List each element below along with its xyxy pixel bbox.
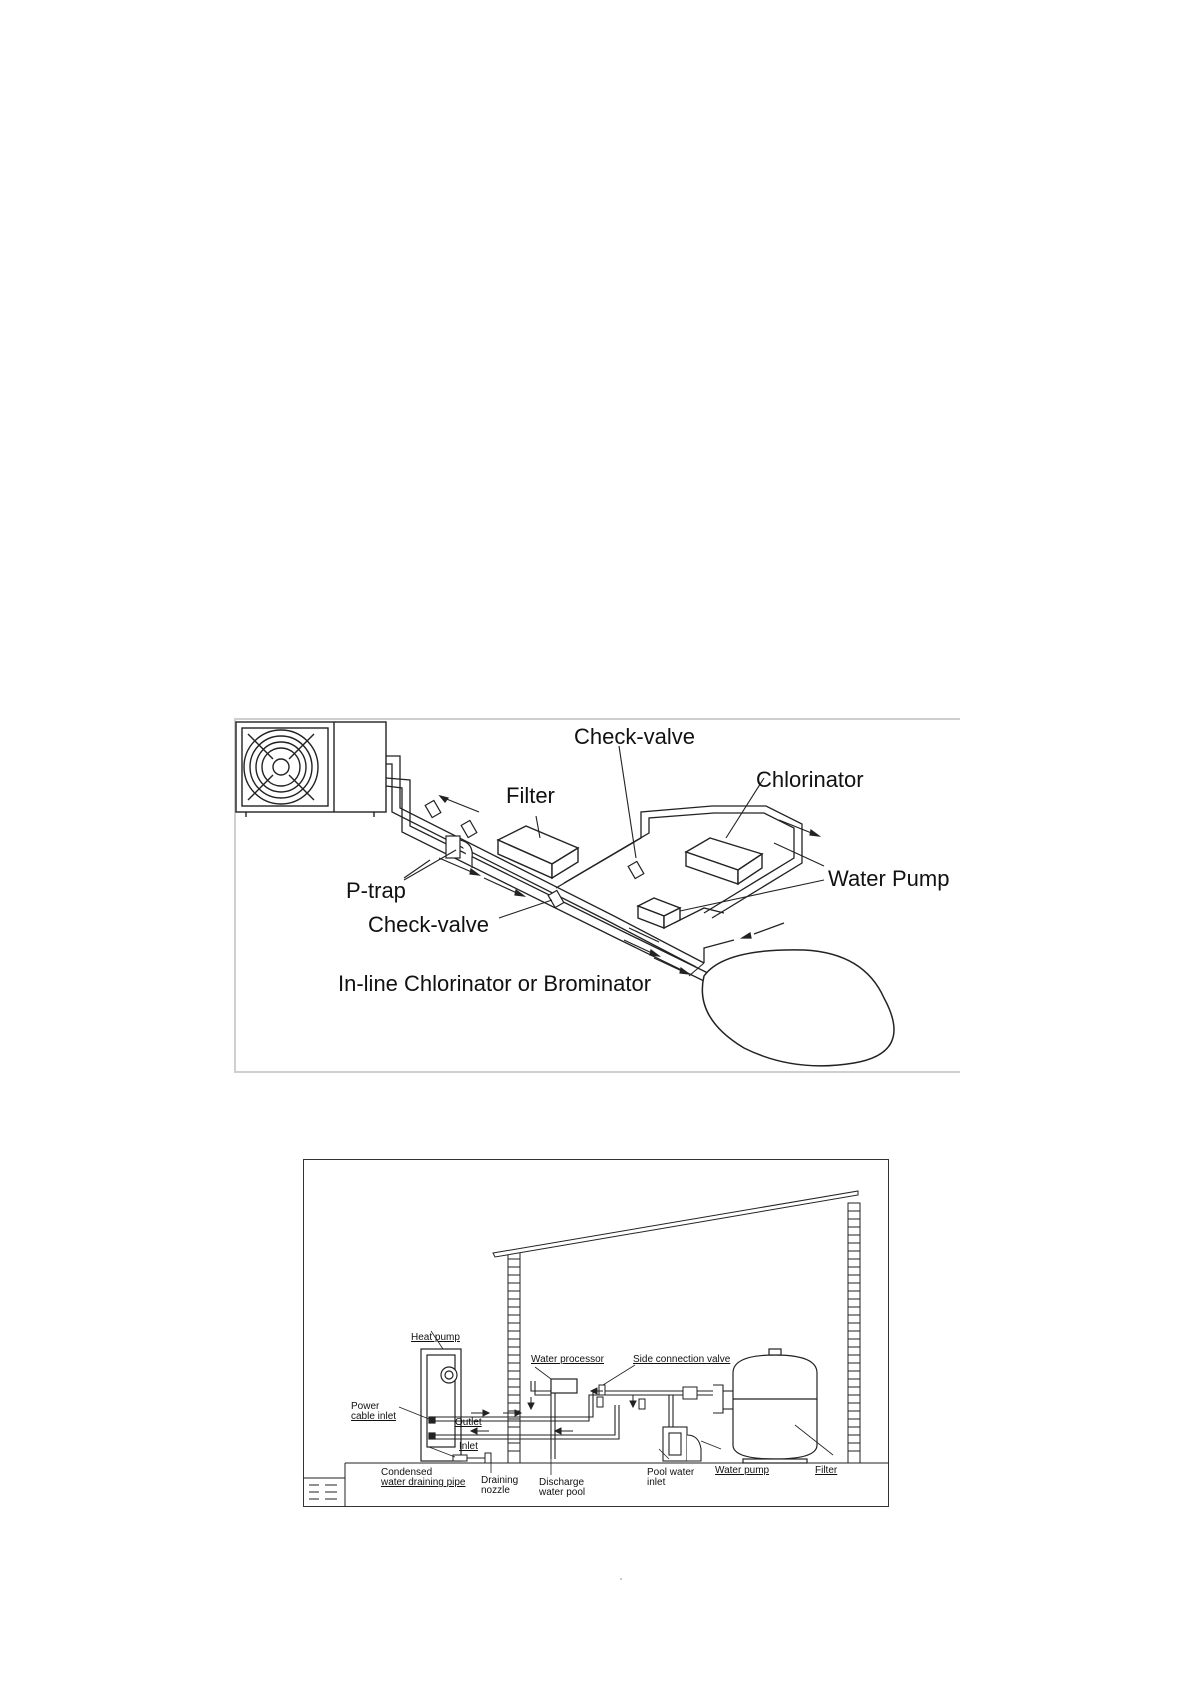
label-discharge-line1: Discharge [539,1477,585,1488]
label-water-processor: Water processor [531,1354,604,1365]
filter-box [498,826,578,878]
label-filter-side: Filter [815,1465,838,1476]
label-inlet: Inlet [459,1441,478,1452]
label-condensed-line2: water draining pipe [381,1477,466,1488]
water-processor-box [551,1379,577,1393]
label-inline-chlorinator: In-line Chlorinator or Brominator [338,971,652,996]
flow-arrows [439,796,819,974]
label-water-pump: Water Pump [828,866,950,891]
perspective-diagram-svg [234,718,960,1073]
label-draining-line1: Draining [481,1475,519,1486]
label-heat-pump: Heat pump [411,1332,460,1343]
label-condensed-line1: Condensed [381,1467,433,1478]
sideview-diagram-svg [303,1159,889,1507]
installation-diagram-sideview [303,1159,889,1507]
label-pool-water-line1: Pool water [647,1467,695,1478]
installation-diagram-perspective [234,718,960,1073]
label-water-pump-side: Water pump [715,1465,770,1476]
label-p-trap: P-trap [346,878,406,903]
water-pump-box [638,898,680,928]
label-filter: Filter [506,783,555,808]
label-discharge-line2: water pool [539,1487,586,1498]
page-dot-mark [620,1578,622,1580]
label-power-line2: cable inlet [351,1411,397,1422]
chlorinator-box [686,838,762,884]
label-outlet: Outlet [455,1417,482,1428]
filter-tank [733,1349,817,1463]
label-pool-water-line2: inlet [647,1477,666,1488]
heat-pump-unit [236,722,386,817]
label-check-valve-top: Check-valve [574,724,696,749]
label-chlorinator: Chlorinator [756,767,864,792]
label-power-line1: Power [351,1401,380,1412]
label-draining-line2: nozzle [481,1485,510,1496]
label-check-valve-bottom: Check-valve [368,912,490,937]
heat-pump-box [421,1349,461,1461]
pool-shape [702,950,894,1066]
label-side-connection-valve: Side connection valve [633,1354,731,1365]
